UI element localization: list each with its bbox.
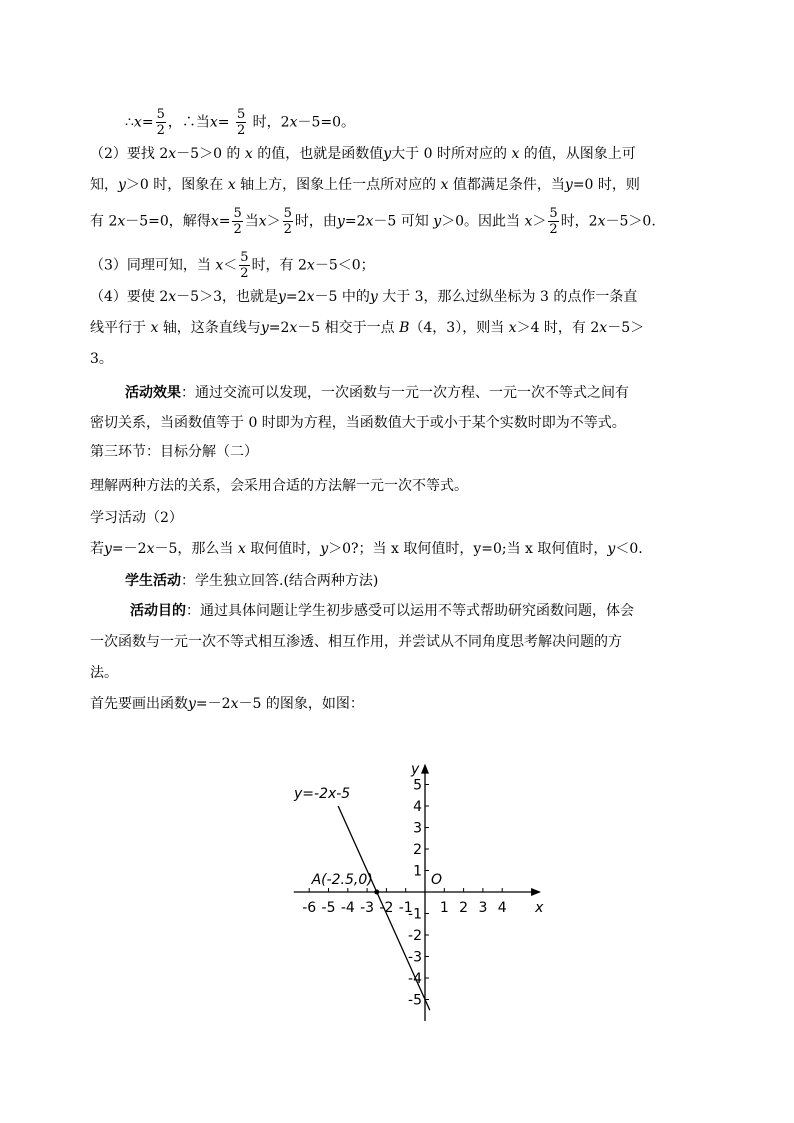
draw-instruction [90, 694, 364, 714]
text: 大于 3，那么过纵坐标为 3 的点作一条直 [382, 289, 638, 305]
text: －5 可知 [373, 213, 429, 230]
text: ＜ [223, 257, 238, 274]
text: 时，由 [294, 213, 337, 230]
frac-den: 2 [240, 266, 249, 281]
text: 的值，也就是函数值 [257, 146, 384, 162]
var-x: x [306, 289, 315, 305]
x-tick-label: -5 [321, 900, 336, 916]
text: ：通过交流可以发现，一次函数与一元一次方程、一元一次不等式之间有 [181, 385, 629, 401]
point-a-label: A(-2.5,0) [311, 872, 373, 888]
y-tick-label: 4 [413, 799, 422, 815]
var-x: x [524, 213, 533, 230]
text: ：学生独立回答.(结合两种方法) [181, 573, 379, 589]
frac-den: 2 [233, 222, 242, 237]
text: =－2 [111, 541, 147, 557]
section-heading: 第三环节：目标分解（二） [90, 444, 258, 460]
var-x: x [168, 289, 177, 305]
var-y: y [607, 541, 616, 557]
var-x: x [599, 320, 608, 336]
text: ＞0 时，图象在 [125, 177, 224, 193]
purpose-line3: 法。 [90, 665, 118, 681]
text: 值都满足条件，当 [452, 177, 565, 193]
x-tick-label: -4 [340, 900, 355, 916]
fraction-5-2 [239, 251, 249, 280]
purpose-line1 [130, 601, 634, 621]
var-x: x [150, 320, 159, 336]
text: 的值，从图象上可 [523, 146, 636, 162]
var-x: x [227, 177, 236, 193]
x-tick-label: 4 [497, 900, 507, 916]
text: －5 的图象，如图： [238, 696, 364, 712]
text: －5=0，解得 [125, 213, 211, 230]
x-tick-label: -3 [360, 900, 375, 916]
var-x: x [440, 177, 449, 193]
text: ＞ [266, 213, 281, 230]
var-y: y [278, 289, 286, 305]
text: －5＞0. [605, 213, 656, 230]
question-line [90, 539, 643, 559]
var-y: y [564, 177, 573, 193]
text: =2 [344, 213, 366, 230]
text: 知， [90, 177, 118, 193]
text: 首先要画出函数 [90, 696, 188, 712]
text: （4，3），则当 [409, 320, 505, 336]
text: ＞ [532, 213, 547, 230]
var-y: y [336, 213, 345, 230]
var-x: x [209, 114, 218, 131]
text: （2）要找 2 [90, 146, 169, 162]
therefore-symbol: ∴ [125, 114, 134, 131]
var-x: x [511, 146, 520, 162]
text: －5＞3，也就是 [176, 289, 278, 305]
var-y: y [369, 289, 378, 305]
equals: = [218, 213, 231, 230]
text: 若 [90, 541, 104, 557]
text: （3）同理可知，当 [90, 257, 211, 274]
para2-line2 [90, 175, 640, 195]
equals: = [217, 114, 230, 131]
text: y=0;当 x 取何值时， [473, 541, 608, 557]
text: ：通过具体问题让学生初步感受可以运用不等式帮助研究函数问题，体会 [186, 603, 634, 619]
var-x: x [365, 213, 374, 230]
fraction-5-2 [548, 207, 558, 236]
text: 时，2 [560, 213, 598, 230]
frac-num: 5 [240, 250, 249, 265]
effect-line1 [125, 383, 629, 403]
var-x: x [289, 114, 298, 131]
goal-text: 理解两种方法的关系，会采用合适的方法解一元一次不等式。 [90, 478, 468, 494]
conclusion-line [125, 108, 355, 137]
var-x: x [133, 114, 142, 131]
text: －5 中的 [314, 289, 370, 305]
y-tick-label: 2 [413, 842, 422, 858]
frac-den: 2 [156, 123, 165, 138]
var-x: x [508, 320, 517, 336]
var-y: y [433, 213, 442, 230]
text: 有 2 [90, 213, 118, 230]
para2-line3 [90, 207, 656, 236]
x-tick-label: -6 [302, 900, 317, 916]
var-x: x [146, 541, 155, 557]
para4-line3: 3。 [90, 351, 113, 367]
point-a-marker [374, 890, 379, 895]
var-y: y [320, 541, 329, 557]
frac-den: 2 [236, 123, 246, 138]
var-y: y [260, 320, 269, 336]
equals: = [141, 114, 154, 131]
para2-line1 [90, 144, 636, 164]
origin-label: O [431, 872, 443, 888]
var-x: x [210, 213, 219, 230]
y-tick-label: -5 [408, 992, 422, 1009]
x-axis-arrow-icon [531, 888, 541, 896]
y-tick-label: -4 [408, 971, 422, 987]
var-x: x [597, 213, 606, 230]
frac-den: 2 [549, 222, 558, 237]
var-x: x [244, 146, 253, 162]
effect-line2: 密切关系，当函数值等于 0 时即为方程，当函数值大于或小于某个实数时即为不等式。 [90, 415, 626, 431]
var-x: x [306, 257, 315, 274]
var-x: x [289, 320, 298, 336]
para4-line1 [90, 287, 637, 307]
y-axis-label: y [411, 761, 420, 778]
var-y: y [383, 146, 392, 162]
text: ＞0。因此当 [441, 213, 521, 230]
text: ＜0. [615, 541, 643, 557]
text: －5，那么当 [154, 541, 234, 557]
activity-heading: 学习活动（2） [90, 510, 183, 526]
x-axis-label: x [535, 900, 544, 916]
x-tick-label: -2 [379, 900, 394, 916]
text: 时，2 [252, 114, 290, 131]
frac-den: 2 [283, 222, 292, 237]
text: 轴上方，图象上任一点所对应的 [240, 177, 437, 193]
fraction-5-2 [283, 207, 293, 236]
student-label: 学生活动 [125, 573, 181, 589]
x-tick-label: 3 [478, 900, 488, 916]
var-x: x [215, 257, 224, 274]
var-x: x [237, 541, 246, 557]
text: －5＞0 的 [176, 146, 241, 162]
x-tick-label: 1 [439, 900, 449, 916]
fraction-5-2 [232, 207, 242, 236]
var-x: x [258, 213, 267, 230]
frac-num: 5 [156, 107, 165, 122]
var-x: x [168, 146, 177, 162]
text: =－2 [195, 696, 231, 712]
para4-line2 [90, 318, 644, 338]
text: =0 时，则 [572, 177, 640, 193]
text: ，∴当 [167, 114, 210, 131]
y-tick-label: -3 [408, 949, 422, 966]
frac-num: 5 [549, 206, 558, 221]
var-y: y [188, 696, 196, 712]
text: =2 [268, 320, 290, 336]
frac-num: 5 [283, 206, 292, 221]
effect-label: 活动效果 [125, 385, 181, 401]
fraction-5-2 [156, 108, 166, 137]
text: 线平行于 [90, 320, 146, 336]
text: 当 [244, 213, 259, 230]
text: －5 相交于一点 [297, 320, 395, 336]
var-b: B [399, 320, 410, 336]
y-tick-label: -2 [408, 928, 422, 944]
text: 时，有 2 [251, 257, 307, 274]
text: ＞0?；当 x 取何值时， [328, 541, 474, 557]
text: 取何值时， [250, 541, 321, 557]
x-tick-label: 2 [459, 900, 469, 916]
student-activity [125, 571, 378, 591]
text: －5＞ [607, 320, 645, 336]
var-y: y [118, 177, 126, 193]
text: －5=0。 [297, 114, 356, 131]
y-tick-label: 3 [413, 820, 422, 837]
line-label: y=-2x-5 [294, 786, 351, 802]
para3 [90, 251, 375, 280]
var-x: x [117, 213, 126, 230]
y-axis-arrow-icon [421, 764, 429, 774]
fraction-5-2 [236, 108, 246, 137]
text: 轴，这条直线与 [162, 320, 261, 336]
purpose-line2: 一次函数与一元一次不等式相互渗透、相互作用，并尝试从不同角度思考解决问题的方 [90, 634, 622, 650]
frac-num: 5 [233, 206, 242, 221]
var-x: x [230, 696, 239, 712]
text: ＞4 时，有 2 [516, 320, 600, 336]
text: －5＜0； [314, 257, 375, 274]
var-y: y [104, 541, 112, 557]
frac-num: 5 [236, 107, 246, 122]
text: 大于 0 时所对应的 [391, 146, 507, 162]
text: =2 [285, 289, 307, 305]
y-tick-label: -1 [408, 906, 422, 923]
x-tick-label: -1 [398, 900, 413, 916]
function-graph [280, 750, 550, 1030]
purpose-label: 活动目的 [130, 603, 186, 619]
y-tick-label: 5 [413, 777, 422, 794]
tick-labels [302, 778, 507, 1009]
y-tick-label: 1 [413, 863, 422, 880]
text: （4）要使 2 [90, 289, 169, 305]
